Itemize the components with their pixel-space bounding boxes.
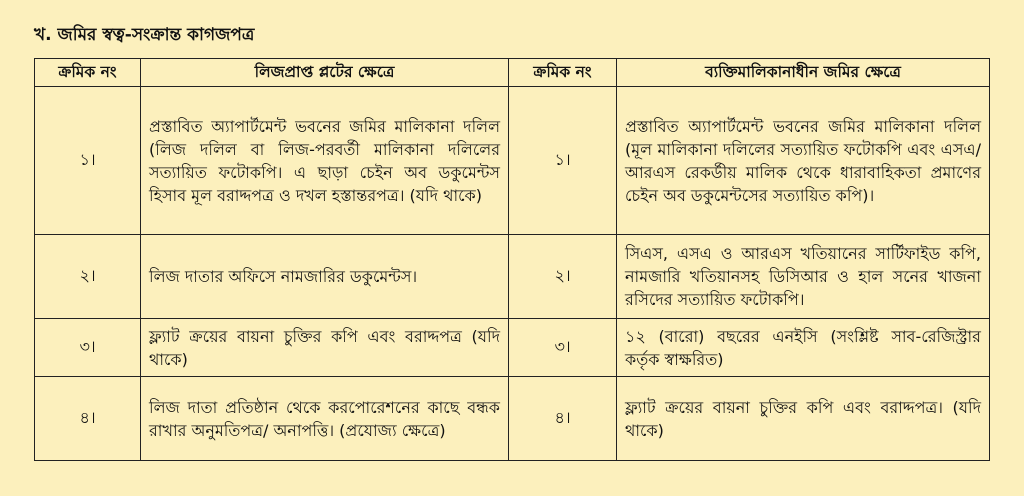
leased-plot-cell: ফ্ল্যাট ক্রয়ের বায়না চুক্তির কপি এবং বরাদ্দপত্র (যদি থাকে): [141, 319, 509, 377]
serial-right: ৩।: [509, 319, 617, 377]
header-private-land: ব্যক্তিমালিকানাধীন জমির ক্ষেত্রে: [617, 59, 990, 87]
table-row: [35, 377, 990, 461]
leased-plot-cell: লিজ দাতার অফিসে নামজারির ডকুমেন্টস।: [141, 235, 509, 319]
serial-left: ৩।: [35, 319, 141, 377]
private-land-cell: প্রস্তাবিত অ্যাপার্টমেন্ট ভবনের জমির মালিকানা দলিল (মূল মালিকানা দলিলের সত্যায়িত ফটোকপি এবং এসএ/আরএস রেকর্ডীয় মালিক থেকে ধারাবাহিকতা প্রমাণের চেইন অব ডকুমেন্টসের সত্যায়িত কপি)।: [617, 87, 990, 235]
documents-table: [34, 58, 990, 461]
section-heading: খ. জমির স্বত্ব-সংক্রান্ত কাগজপত্র: [34, 25, 255, 45]
header-serial-right: ক্রমিক নং: [509, 59, 617, 87]
serial-right: ১।: [509, 87, 617, 235]
private-land-cell: সিএস, এসএ ও আরএস খতিয়ানের সার্টিফাইড কপি, নামজারি খতিয়ানসহ ডিসিআর ও হাল সনের খাজনা রসিদের সত্যায়িত ফটোকপি।: [617, 235, 990, 319]
leased-plot-cell: লিজ দাতা প্রতিষ্ঠান থেকে করপোরেশনের কাছে বন্ধক রাখার অনুমতিপত্র/ অনাপত্তি। (প্রযোজ্য ক্ষেত্রে): [141, 377, 509, 461]
header-serial-left: ক্রমিক নং: [35, 59, 141, 87]
serial-right: ৪।: [509, 377, 617, 461]
serial-left: ১।: [35, 87, 141, 235]
private-land-cell: ১২ (বারো) বছরের এনইসি (সংশ্লিষ্ট সাব-রেজিস্ট্রার কর্তৃক স্বাক্ষরিত): [617, 319, 990, 377]
private-land-cell: ফ্ল্যাট ক্রয়ের বায়না চুক্তির কপি এবং বরাদ্দপত্র। (যদি থাকে): [617, 377, 990, 461]
table-header-row: [35, 59, 990, 87]
table-row: [35, 87, 990, 235]
leased-plot-cell: প্রস্তাবিত অ্যাপার্টমেন্ট ভবনের জমির মালিকানা দলিল (লিজ দলিল বা লিজ-পরবর্তী মালিকানা দলিলের সত্যায়িত ফটোকপি। এ ছাড়া চেইন অব ডকুমেন্টস হিসাব মূল বরাদ্দপত্র ও দখল হস্তান্তরপত্র। (যদি থাকে): [141, 87, 509, 235]
serial-right: ২।: [509, 235, 617, 319]
table-row: [35, 235, 990, 319]
serial-left: ২।: [35, 235, 141, 319]
serial-left: ৪।: [35, 377, 141, 461]
header-leased-plot: লিজপ্রাপ্ত প্লটের ক্ষেত্রে: [141, 59, 509, 87]
table-row: [35, 319, 990, 377]
